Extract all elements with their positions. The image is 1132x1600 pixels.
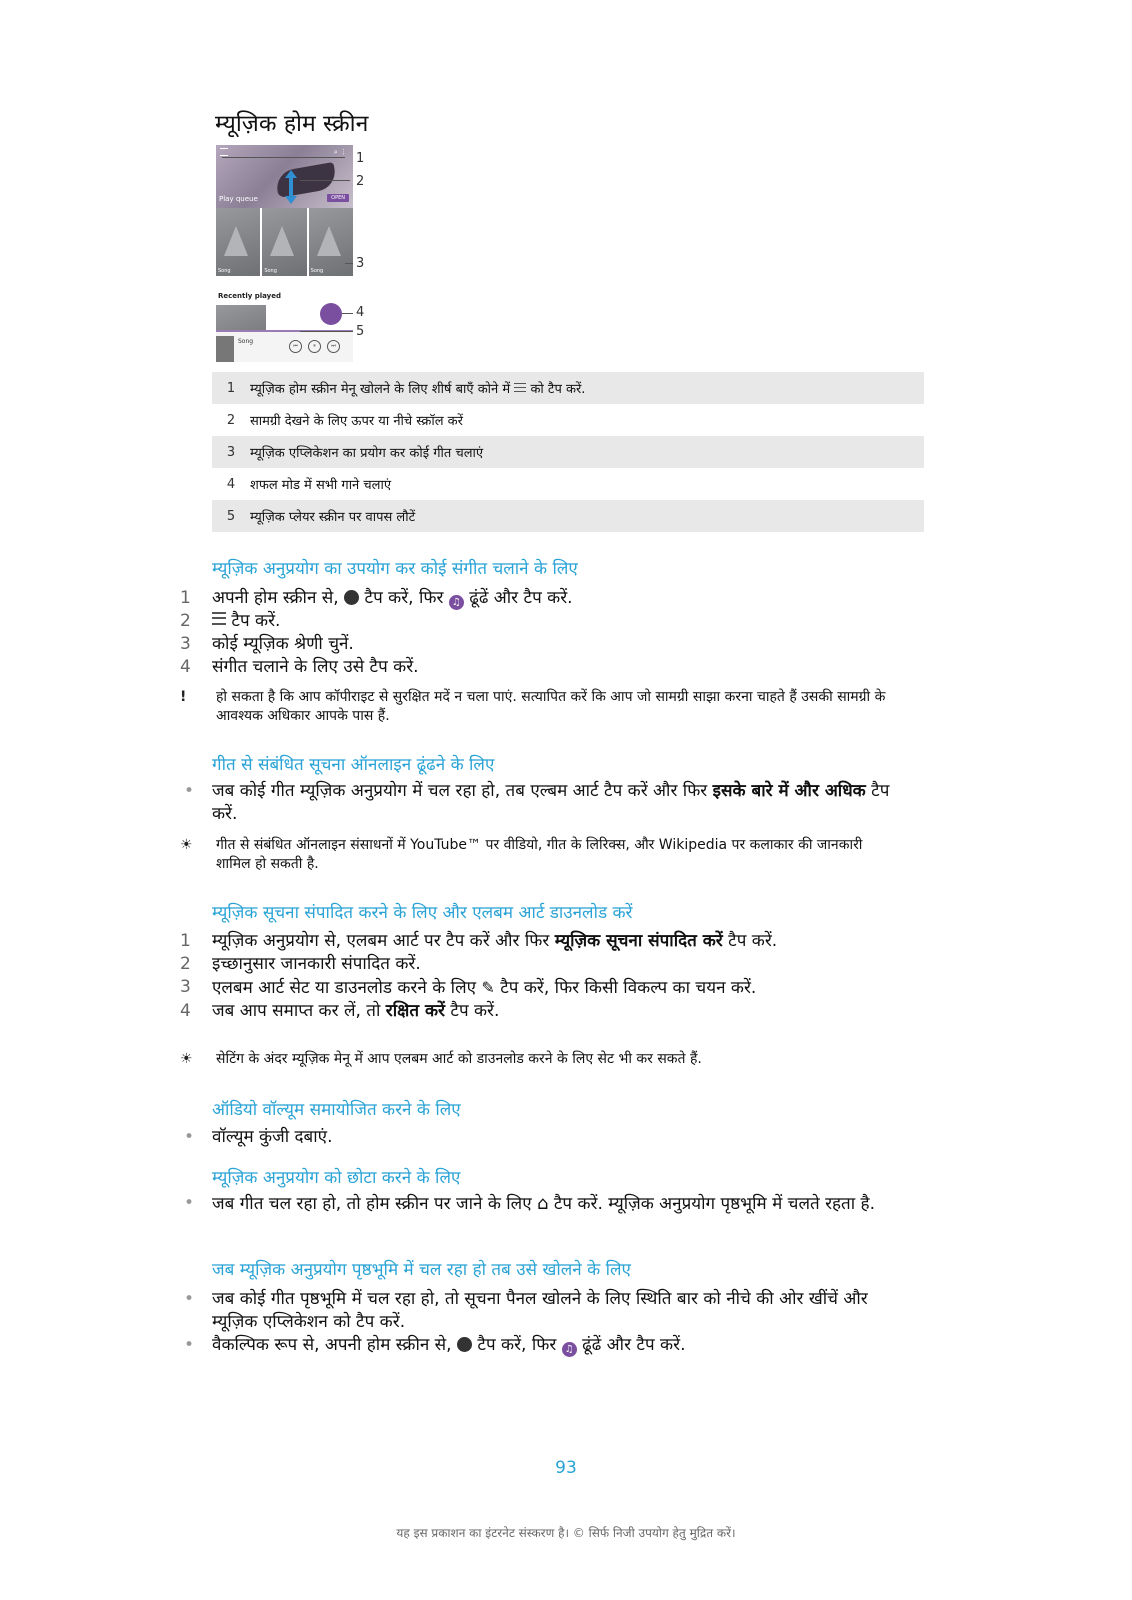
text: ढूंढें और टैप करें. — [469, 588, 573, 608]
section-heading: जब म्यूज़िक अनुप्रयोग पृष्ठभूमि में चल रहा हो तब उसे खोलने के लिए — [212, 1260, 631, 1280]
scroll-arrows-icon — [281, 168, 301, 206]
legend-row — [212, 372, 924, 404]
album-tile — [309, 208, 353, 276]
legend-text-before: म्यूज़िक होम स्क्रीन मेनू खोलने के लिए शीर्ष बाएँ कोने में — [250, 382, 511, 397]
text: टैप करें. म्यूज़िक अनुप्रयोग पृष्ठभूमि में चलते रहता है. — [553, 1194, 875, 1214]
bold-text: रक्षित करें — [385, 1001, 445, 1021]
mini-player — [216, 330, 353, 362]
bullet-item — [180, 1288, 900, 1334]
legend-text-after: को टैप करें. — [530, 382, 586, 397]
previous-icon: ⏮ — [289, 340, 302, 353]
bullet-item — [180, 780, 900, 826]
step — [180, 587, 900, 610]
bullet-text: जब कोई गीत पृष्ठभूमि में चल रहा हो, तो सूचना पैनल खोलने के लिए स्थिति बार को नीचे की ओर खींचें और म्यूज़िक एप्लिकेशन को टैप करें. — [212, 1289, 868, 1332]
legend-number: 2 — [226, 412, 236, 428]
legend-number: 5 — [226, 508, 236, 524]
steps-list — [180, 587, 900, 679]
bold-text: म्यूज़िक सूचना संपादित करें — [554, 931, 723, 951]
steps-list — [180, 930, 900, 1023]
tip-text: गीत से संबंधित ऑनलाइन संसाधनों में YouTube™ पर वीडियो, गीत के लिरिक्स, और Wikipedia पर कलाकार की जानकारी शामिल हो सकती है. — [216, 837, 863, 872]
warning-text: हो सकता है कि आप कॉपीराइट से सुरक्षित मदें न चला पाएं. सत्यापित करें कि आप जो सामग्री साझा करना चाहते हैं उसकी सामग्री के आवश्यक अधिकार आपके पास हैं. — [216, 689, 886, 724]
apps-grid-icon — [344, 590, 359, 605]
step-text — [212, 930, 900, 953]
step-number: 1 — [180, 588, 191, 608]
legend-row — [212, 500, 924, 532]
text: टैप करें, फिर — [364, 588, 444, 608]
step — [180, 930, 900, 953]
legend-row — [212, 404, 924, 436]
section-heading: म्यूज़िक अनुप्रयोग का उपयोग कर कोई संगीत चलाने के लिए — [212, 559, 578, 579]
shuffle-icon — [320, 303, 342, 325]
text: जब गीत चल रहा हो, तो होम स्क्रीन पर जाने के लिए — [212, 1194, 532, 1214]
legend-number: 3 — [226, 444, 236, 460]
text: टैप करें, फिर किसी विकल्प का चयन करें. — [500, 978, 757, 998]
step-number: 2 — [180, 954, 191, 974]
menu-icon — [514, 383, 526, 392]
next-icon: ⏭ — [327, 340, 340, 353]
section-heading: गीत से संबंधित सूचना ऑनलाइन ढूंढने के लिए — [212, 755, 495, 775]
page-title: म्यूज़िक होम स्क्रीन — [215, 111, 369, 137]
pause-icon: ⏸ — [308, 340, 321, 353]
step-text — [212, 587, 900, 610]
step-text: इच्छानुसार जानकारी संपादित करें. — [212, 954, 421, 974]
text: वैकल्पिक रूप से, अपनी होम स्क्रीन से, — [212, 1335, 452, 1355]
tip-bulb-icon: ☀ — [180, 1051, 193, 1067]
legend-text: सामग्री देखने के लिए ऊपर या नीचे स्क्रॉल करें — [250, 414, 463, 429]
music-app-icon: ♫ — [449, 595, 464, 610]
step-number: 3 — [180, 634, 191, 654]
text: एलबम आर्ट सेट या डाउनलोड करने के लिए — [212, 978, 476, 998]
step — [180, 976, 900, 1000]
recently-played-label: Recently played — [218, 292, 282, 300]
step-number: 1 — [180, 931, 191, 951]
bullet-icon: • — [184, 1335, 195, 1355]
mini-player-art — [216, 336, 234, 362]
callout-3: 3 — [356, 256, 365, 271]
step-text — [212, 976, 900, 1000]
section-heading: म्यूज़िक सूचना संपादित करने के लिए और एलबम आर्ट डाउनलोड करें — [212, 903, 633, 923]
menu-icon — [220, 148, 228, 156]
step-text — [212, 610, 900, 633]
callout-2: 2 — [356, 174, 365, 189]
tip-bulb-icon: ☀ — [180, 837, 193, 853]
album-tile — [262, 208, 306, 276]
step — [180, 610, 900, 633]
play-queue-label: Play queue — [219, 195, 258, 203]
legend-text — [250, 379, 924, 397]
text: जब आप समाप्त कर लें, तो — [212, 1001, 381, 1021]
step-number: 2 — [180, 611, 191, 631]
menu-icon — [212, 612, 226, 625]
pencil-icon: ✎ — [481, 978, 495, 997]
legend-number: 1 — [226, 380, 236, 396]
text: अपनी होम स्क्रीन से, — [212, 588, 339, 608]
callout-line-3 — [345, 263, 353, 264]
legend-number: 4 — [226, 476, 236, 492]
album-tile — [216, 208, 260, 276]
apps-grid-icon — [457, 1337, 472, 1352]
legend-text: म्यूज़िक प्लेयर स्क्रीन पर वापस लौटें — [250, 510, 416, 525]
section-heading: ऑडियो वॉल्यूम समायोजित करने के लिए — [212, 1100, 461, 1120]
step — [180, 1000, 900, 1023]
bullet-text — [212, 1334, 900, 1357]
text: जब कोई गीत म्यूज़िक अनुप्रयोग में चल रहा हो, तब एल्बम आर्ट टैप करें और फिर — [212, 781, 708, 801]
warning-icon: ! — [180, 689, 187, 705]
step — [180, 633, 900, 656]
step-text: कोई म्यूज़िक श्रेणी चुनें. — [212, 634, 354, 654]
step-number: 4 — [180, 657, 191, 677]
page-number: 93 — [555, 1458, 577, 1478]
bullet-icon: • — [184, 781, 195, 801]
callout-4: 4 — [356, 305, 365, 320]
legend-row — [212, 468, 924, 500]
text: टैप करें, फिर — [477, 1335, 557, 1355]
bullet-text: वॉल्यूम कुंजी दबाएं. — [212, 1127, 333, 1147]
text: टैप करें. — [728, 931, 778, 951]
callout-line-1 — [222, 157, 345, 158]
search-and-more-icons: ⌕ ⋮ — [333, 148, 347, 156]
legend-text: म्यूज़िक एप्लिकेशन का प्रयोग कर कोई गीत चलाएं — [250, 446, 484, 461]
step — [180, 656, 900, 679]
tip-note — [180, 836, 900, 874]
callout-5: 5 — [356, 324, 365, 339]
step — [180, 953, 900, 976]
step-number: 3 — [180, 977, 191, 997]
tile-caption: Song — [218, 268, 231, 274]
tip-text: सेटिंग के अंदर म्यूज़िक मेनू में आप एलबम आर्ट को डाउनलोड करने के लिए सेट भी कर सकते हैं. — [216, 1051, 702, 1067]
step-number: 4 — [180, 1001, 191, 1021]
bullet-list — [180, 1288, 900, 1357]
bullet-list — [180, 1192, 900, 1216]
mini-player-song: Song — [238, 338, 254, 345]
callout-line-4 — [342, 313, 353, 314]
callout-line-2 — [300, 180, 350, 181]
tip-note — [180, 1050, 900, 1069]
section-heading: म्यूज़िक अनुप्रयोग को छोटा करने के लिए — [212, 1168, 461, 1188]
legend-text: शफल मोड में सभी गाने चलाएं — [250, 478, 392, 493]
step-text: संगीत चलाने के लिए उसे टैप करें. — [212, 657, 419, 677]
tile-caption: Song — [264, 268, 277, 274]
home-icon: ⌂ — [537, 1193, 549, 1214]
bullet-icon: • — [184, 1127, 195, 1147]
legend-row — [212, 436, 924, 468]
callout-1: 1 — [356, 151, 365, 166]
step-text — [212, 1000, 900, 1023]
bullet-list — [180, 780, 900, 826]
bullet-icon: • — [184, 1193, 195, 1213]
music-app-icon: ♫ — [562, 1342, 577, 1357]
bullet-list — [180, 1126, 900, 1149]
callout-line-5 — [300, 331, 353, 332]
bullet-icon: • — [184, 1289, 195, 1309]
bullet-text — [212, 1192, 900, 1216]
tile-caption: Song — [310, 268, 324, 274]
text: म्यूज़िक अनुप्रयोग से, एलबम आर्ट पर टैप करें और फिर — [212, 931, 550, 951]
text: टैप करें. — [212, 781, 890, 824]
warning-note — [180, 688, 900, 726]
bold-text: इसके बारे में और अधिक — [712, 781, 866, 801]
text: टैप करें. — [450, 1001, 500, 1021]
bullet-item — [180, 1334, 900, 1357]
bullet-text — [212, 780, 900, 826]
text: ढूंढें और टैप करें. — [582, 1335, 686, 1355]
text: टैप करें. — [231, 611, 281, 631]
open-button: OPEN — [327, 194, 349, 202]
bullet-item — [180, 1192, 900, 1216]
album-tiles — [216, 208, 353, 276]
footer-text: यह इस प्रकाशन का इंटरनेट संस्करण है। © सिर्फ निजी उपयोग हेतु मुद्रित करें। — [396, 1526, 736, 1540]
legend-table — [212, 372, 924, 532]
bullet-item — [180, 1126, 900, 1149]
